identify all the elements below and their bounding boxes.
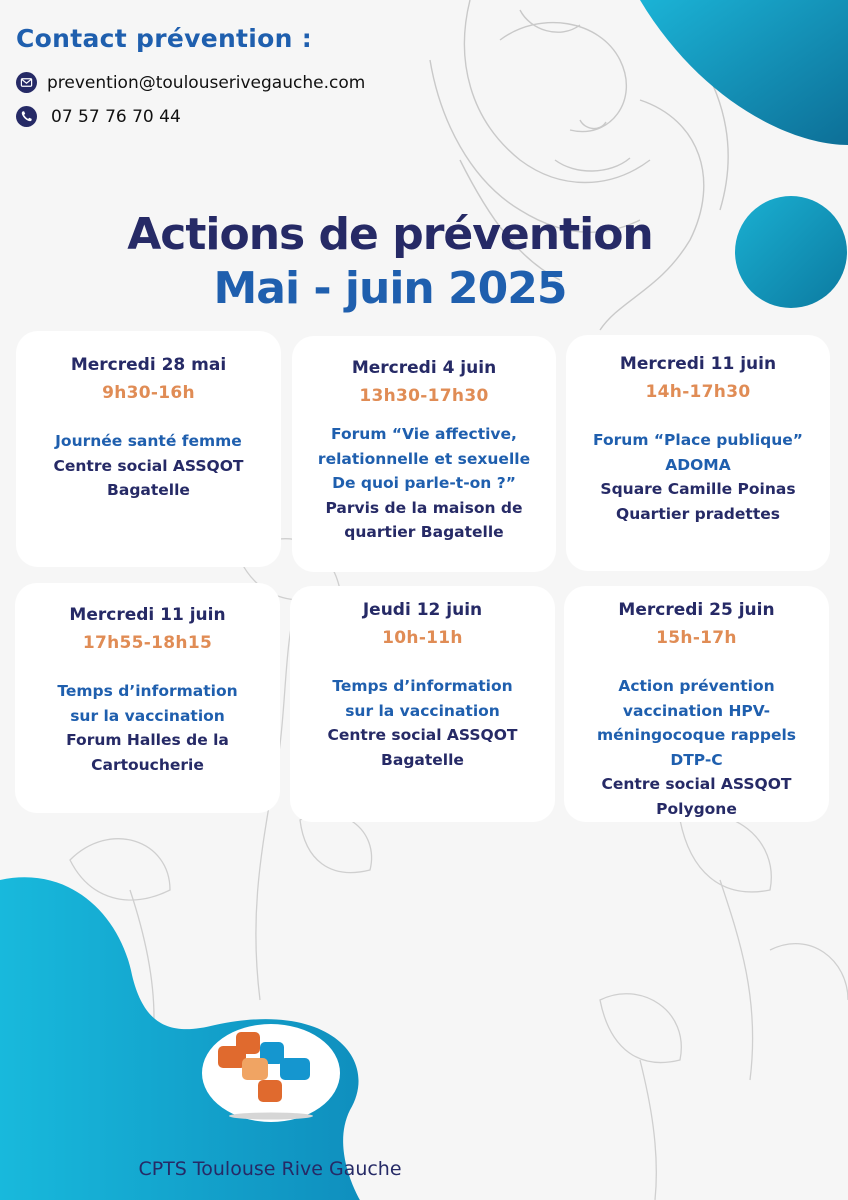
phone-icon [16, 106, 37, 127]
event-location-line: Bagatelle [381, 750, 464, 769]
title-line-1: Actions de prévention [127, 209, 653, 260]
event-date: Mercredi 4 juin [351, 358, 497, 378]
event-title-line: De quoi parle-t-on ?” [332, 474, 516, 492]
event-description [300, 422, 548, 545]
contact-phone[interactable]: 07 57 76 70 44 [51, 106, 181, 127]
top-right-wave [640, 0, 848, 145]
event-title-line: relationnelle et sexuelle [317, 449, 531, 468]
event-location-line: Centre social ASSQOT [327, 726, 518, 744]
event-date: Mercredi 25 juin [618, 600, 775, 620]
event-title-line: Journée santé femme [55, 432, 242, 450]
organization-name: CPTS Toulouse Rive Gauche [138, 1158, 402, 1180]
event-title-line: Temps d’information [332, 677, 513, 695]
event-title-line: ADOMA [665, 455, 731, 474]
event-location-line: Square Camille Poinas [600, 480, 796, 498]
event-time: 17h55-18h15 [82, 633, 213, 653]
page-title [0, 208, 780, 316]
event-location-line: Polygone [656, 799, 737, 818]
cpts-logo-icon [202, 1024, 340, 1122]
event-location-line: Centre social ASSQOT [53, 456, 244, 475]
event-location-line: Parvis de la maison de [325, 498, 523, 517]
event-description [572, 674, 821, 821]
contact-email[interactable]: prevention@toulouserivegauche.com [47, 72, 366, 93]
event-location-line: quartier Bagatelle [344, 523, 504, 541]
event-location-line: Cartoucherie [91, 755, 204, 774]
event-card [292, 336, 556, 572]
title-line-2: Mai - juin 2025 [213, 263, 567, 314]
event-title-line: méningocoque rappels [596, 726, 796, 744]
event-date: Jeudi 12 juin [362, 600, 483, 620]
event-date: Mercredi 11 juin [619, 354, 777, 374]
event-card [564, 586, 829, 822]
event-location-line: Centre social ASSQOT [601, 775, 792, 793]
event-title-line: vaccination HPV- [622, 701, 771, 720]
event-title-line: Forum “Place publique” [593, 431, 803, 449]
event-time: 9h30-16h [102, 383, 195, 403]
event-description [574, 428, 822, 526]
event-description [23, 679, 272, 777]
event-time: 13h30-17h30 [359, 386, 489, 406]
event-location-line: Forum Halles de la [66, 731, 229, 749]
event-title-line: Forum “Vie affective, [331, 425, 517, 443]
contact-phone-row[interactable] [16, 106, 181, 127]
logo-badge [202, 1024, 340, 1122]
event-card [290, 586, 555, 822]
event-card [16, 331, 281, 567]
event-time: 15h-17h [656, 628, 737, 648]
event-title-line: DTP-C [670, 750, 723, 769]
event-title-line: Action prévention [618, 677, 775, 695]
event-date: Mercredi 28 mai [70, 355, 227, 375]
event-title-line: Temps d’information [57, 682, 238, 700]
event-title-line: sur la vaccination [345, 701, 500, 720]
event-location-line: Quartier pradettes [616, 504, 780, 523]
email-icon [16, 72, 37, 93]
event-card [15, 583, 280, 813]
event-location-line: Bagatelle [107, 481, 190, 499]
event-card [566, 335, 830, 571]
event-time: 10h-11h [382, 628, 463, 648]
contact-email-row[interactable] [16, 72, 365, 93]
event-title-line: sur la vaccination [70, 706, 225, 725]
event-date: Mercredi 11 juin [69, 605, 226, 625]
contact-title: Contact prévention : [16, 24, 313, 53]
event-description [24, 429, 273, 503]
event-time: 14h-17h30 [645, 382, 751, 402]
event-description [298, 674, 547, 772]
